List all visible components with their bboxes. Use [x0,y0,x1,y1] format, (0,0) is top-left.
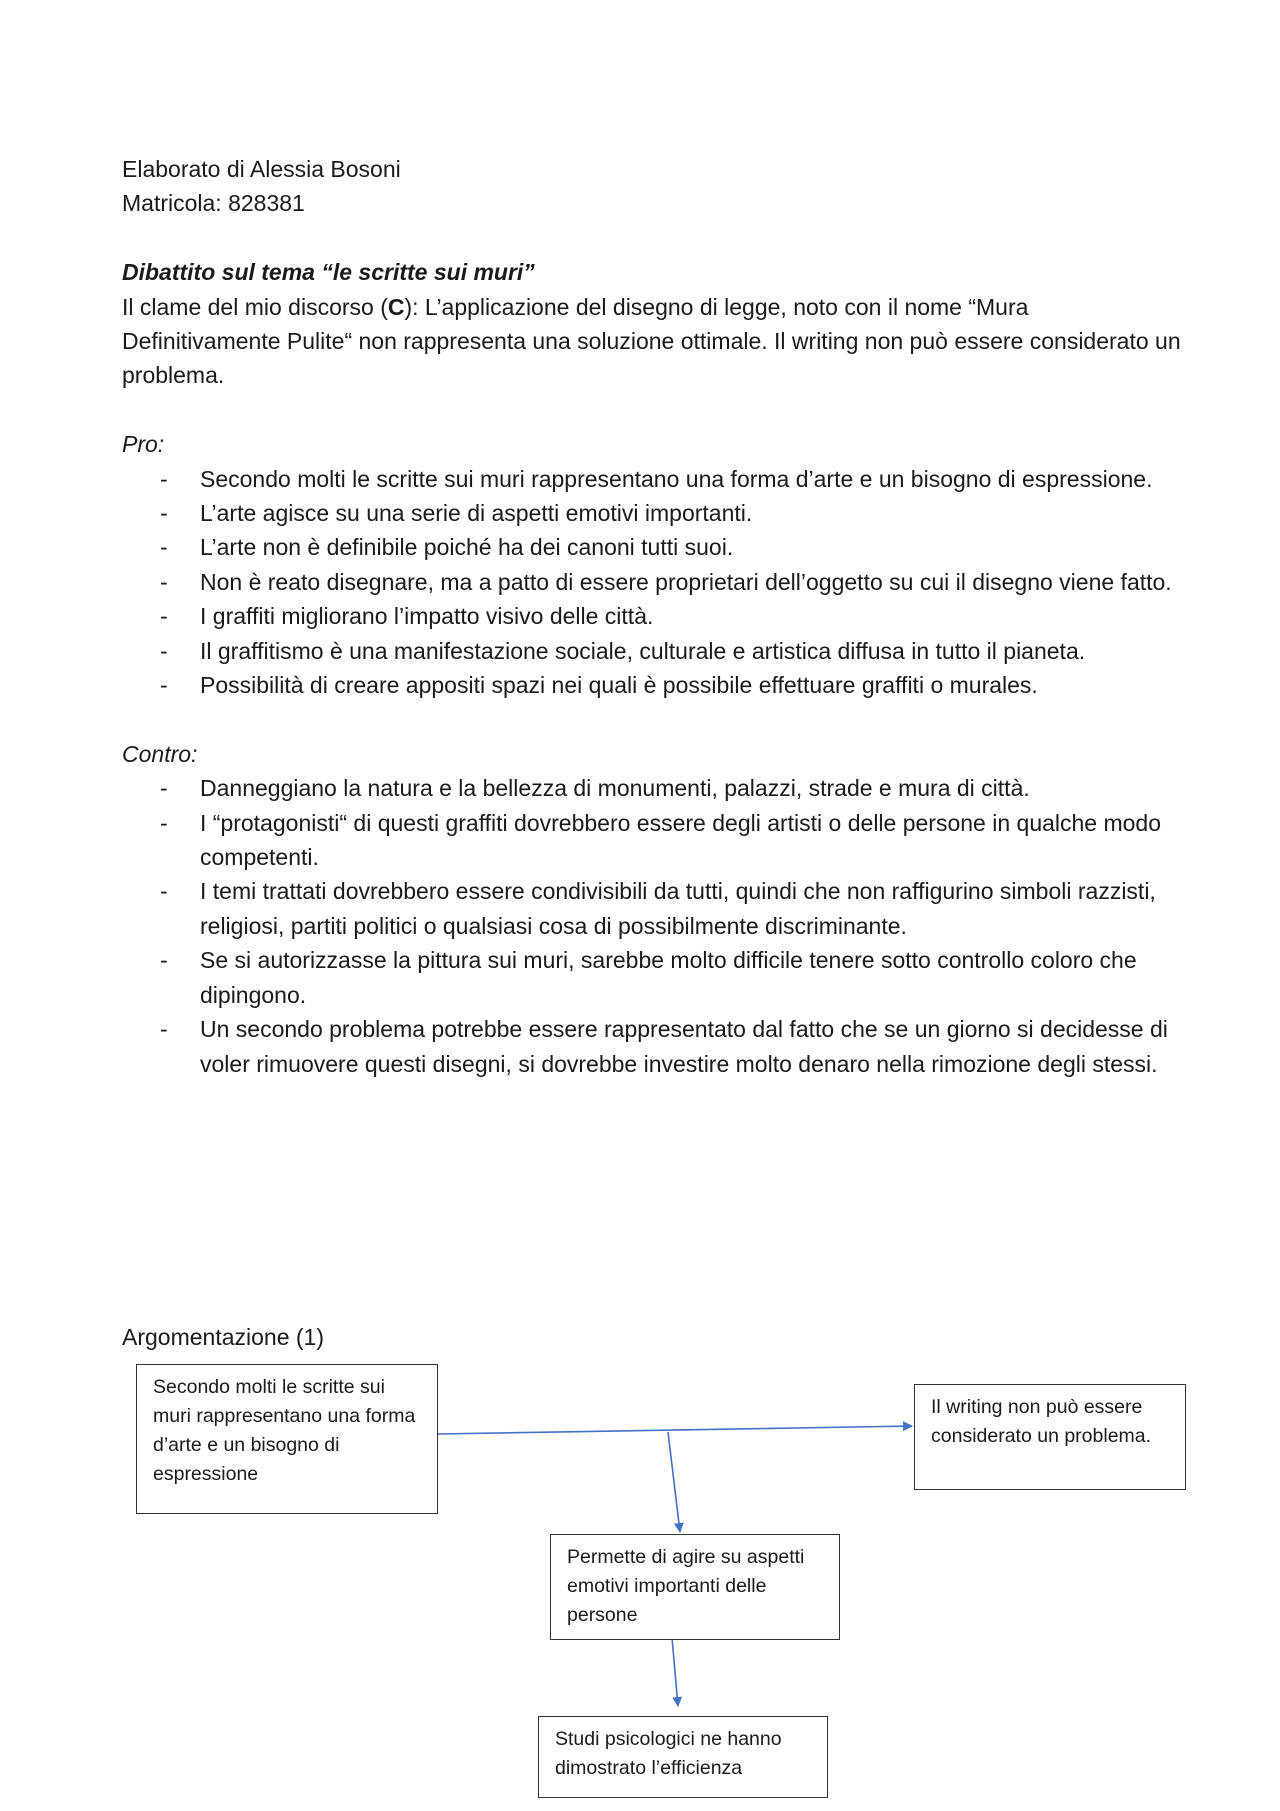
dash-bullet: - [160,465,168,492]
dash-bullet: - [160,809,168,836]
pro-item: - L’arte agisce su una serie di aspetti emotivi importanti. [122,496,1182,530]
pro-item: - Secondo molti le scritte sui muri rappresentano una forma d’arte e un bisogno di espressione. [122,462,1182,496]
dash-bullet: - [160,947,168,974]
dash-bullet: - [160,878,168,905]
pro-heading: Pro: [122,431,165,458]
pro-item: - Possibilità di creare appositi spazi nei quali è possibile effettuare graffiti o murales. [122,668,1182,702]
dash-bullet: - [160,534,168,561]
dash-bullet: - [160,500,168,527]
dash-bullet: - [160,672,168,699]
contro-item: - Danneggiano la natura e la bellezza di monumenti, palazzi, strade e mura di città. [122,771,1182,805]
pro-item: - I graffiti migliorano l’impatto visivo delle città. [122,599,1182,633]
dash-bullet: - [160,603,168,630]
pro-item: - Il graffitismo è una manifestazione sociale, culturale e artistica diffusa in tutto il pianeta. [122,634,1182,668]
arrow-premise-to-support [668,1432,680,1532]
claim-prefix: Il clame del mio discorso ( [122,293,388,320]
box-premise: Secondo molti le scritte sui muri rappresentano una forma d’arte e un bisogno di espressione [136,1364,438,1514]
contro-item: - I “protagonisti“ di questi graffiti dovrebbero essere degli artisti o delle persone in qualche modo competenti. [122,806,1182,875]
claim-body: ): L’applicazione del disegno di legge, noto con il nome “Mura Definitivamente Pulite“ non rappresenta una soluzione ottimale. Il writing non può essere considerato un problema. [122,293,1181,389]
box-evidence: Studi psicologici ne hanno dimostrato l’efficienza [538,1716,828,1798]
diagram-title: Argomentazione (1) [122,1324,324,1350]
dash-bullet: - [160,1016,168,1043]
arrow-support-to-evidence [672,1638,678,1706]
contro-item: - Un secondo problema potrebbe essere rappresentato dal fatto che se un giorno si decidesse di voler rimuovere questi disegni, si dovrebbe investire molto denaro nella rimozione degli stessi. [122,1012,1182,1081]
dash-bullet: - [160,568,168,595]
dash-bullet: - [160,775,168,802]
pro-item: - L’arte non è definibile poiché ha dei canoni tutti suoi. [122,530,1182,564]
box-conclusion: Il writing non può essere considerato un problema. [914,1384,1186,1490]
arrow-premise-to-conclusion [438,1426,912,1434]
pro-item: - Non è reato disegnare, ma a patto di essere proprietari dell’oggetto su cui il disegno viene fatto. [122,565,1182,599]
contro-item: - I temi trattati dovrebbero essere condivisibili da tutti, quindi che non raffigurino simboli razzisti, religiosi, partiti politici o qualsiasi cosa di possibilmente discriminante. [122,874,1182,943]
claim-letter: C [387,293,405,320]
author-line: Elaborato di Alessia Bosoni [122,156,401,182]
contro-item: - Se si autorizzasse la pittura sui muri, sarebbe molto difficile tenere sotto controllo coloro che dipingono. [122,943,1182,1012]
dash-bullet: - [160,637,168,664]
debate-title: Dibattito sul tema “le scritte sui muri” [122,259,535,286]
contro-heading: Contro: [122,740,198,767]
matricola-line: Matricola: 828381 [122,190,305,217]
box-support: Permette di agire su aspetti emotivi importanti delle persone [550,1534,840,1640]
